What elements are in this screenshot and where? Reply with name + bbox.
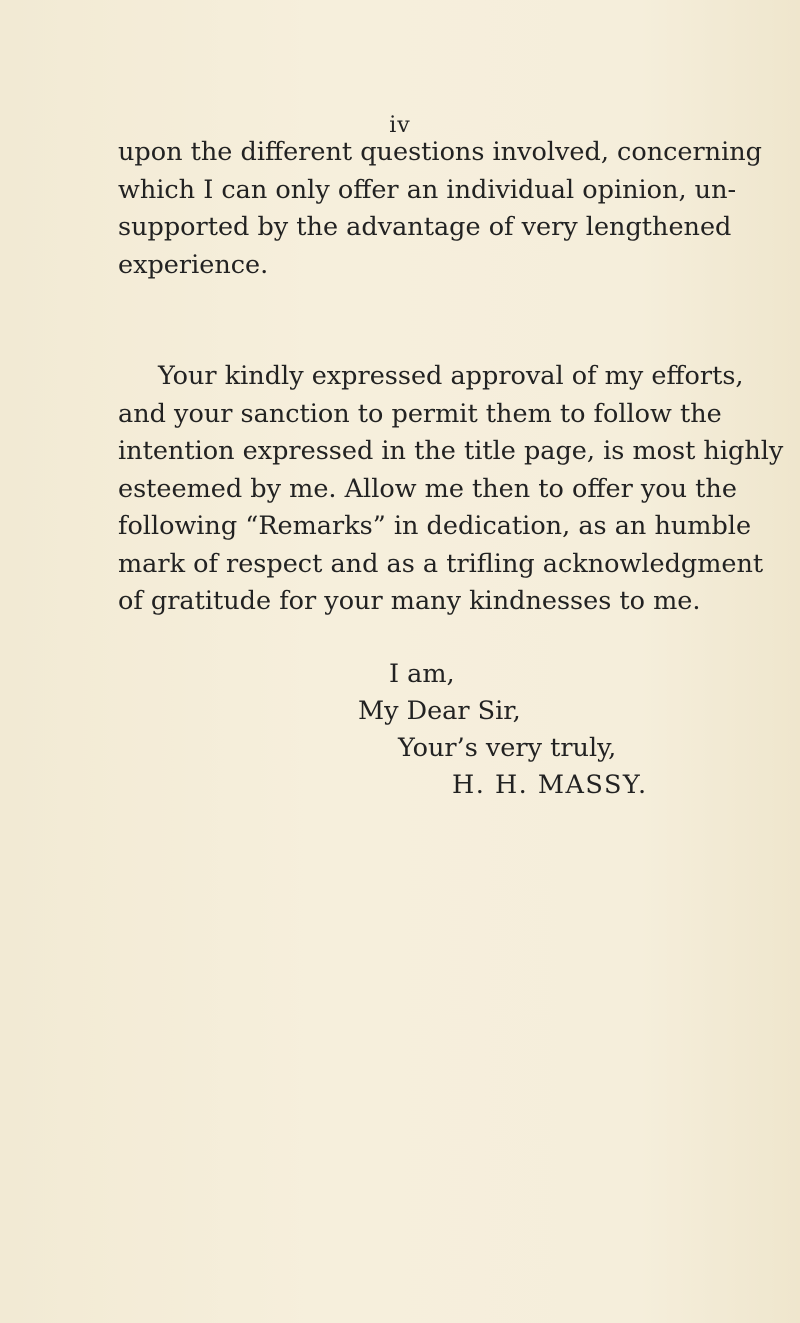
- text-line: mark of respect and as a trifling acknowledgment: [118, 548, 764, 579]
- text-line: upon the different questions involved, concerning: [118, 137, 762, 167]
- text-line: esteemed by me. Allow me then to offer you the: [118, 473, 737, 504]
- text-line: and your sanction to permit them to follow the: [118, 398, 722, 429]
- text-line: experience.: [118, 249, 269, 280]
- closing-salutation: My Dear Sir,: [358, 696, 521, 726]
- text-line: following “Remarks” in dedication, as an humble: [118, 511, 752, 541]
- text-line: which I can only offer an individual opinion, un-: [118, 174, 737, 205]
- closing-line-1: I am,: [389, 659, 455, 689]
- text-line: supported by the advantage of very lengthened: [118, 212, 732, 242]
- paragraph-1: [118, 134, 762, 284]
- signature: H. H. MASSY.: [452, 770, 648, 800]
- text-line: Your kindly expressed approval of my efforts,: [158, 361, 744, 391]
- closing-valediction: Your’s very truly,: [398, 733, 617, 763]
- text-line: of gratitude for your many kindnesses to me.: [118, 586, 701, 616]
- page-number: iv: [389, 113, 411, 138]
- text-line: intention expressed in the title page, is most highly: [118, 436, 784, 466]
- paragraph-2: [118, 358, 784, 621]
